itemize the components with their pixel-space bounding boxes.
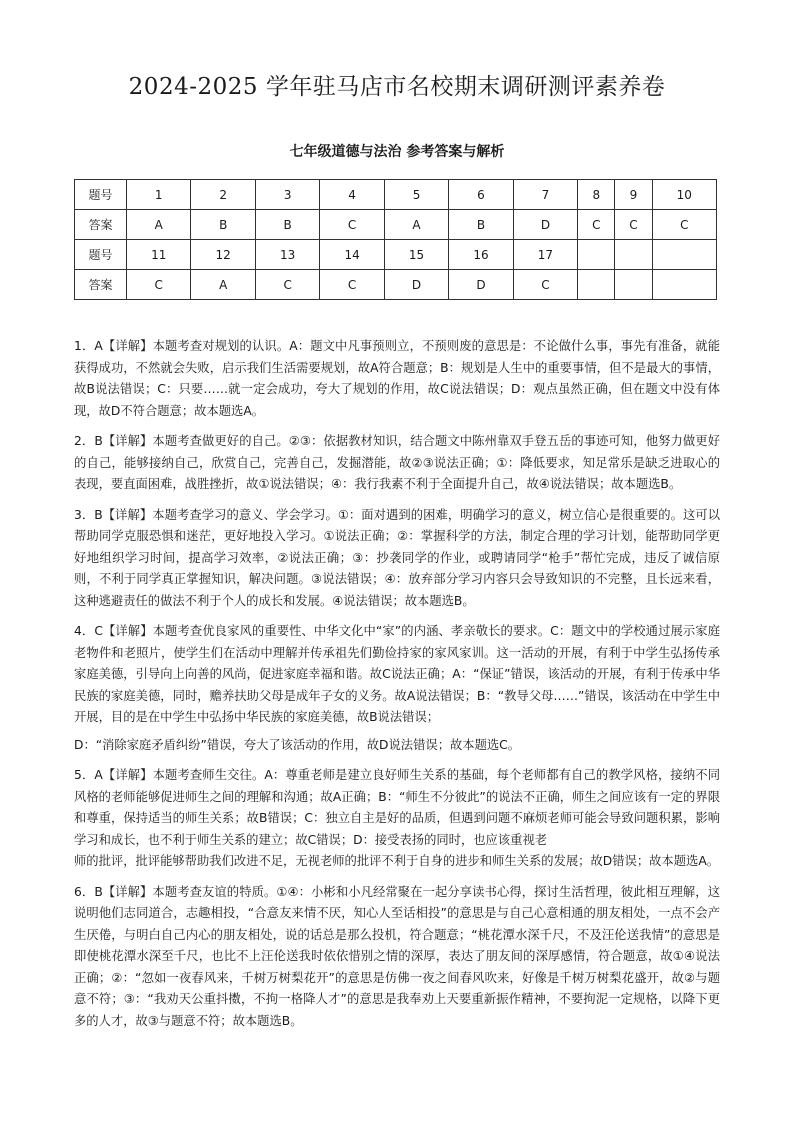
table-cell: D (513, 210, 577, 240)
table-cell: C (615, 210, 652, 240)
table-cell (652, 240, 716, 270)
page-subtitle: 七年级道德与法治 参考答案与解析 (289, 144, 505, 160)
table-cell: A (384, 210, 448, 240)
table-cell: 10 (652, 180, 716, 210)
page-title: 2024-2025 学年驻马店市名校期末调研测评素养卷 (128, 74, 666, 100)
table-cell: C (652, 210, 716, 240)
table-cell: 6 (449, 180, 513, 210)
table-cell: D (449, 270, 513, 300)
table-cell: 7 (513, 180, 577, 210)
table-row (75, 210, 717, 240)
table-cell: A (191, 270, 255, 300)
explanation-5: 5．A【详解】本题考查师生交往。A：尊重老师是建立良好师生关系的基础，每个老师都有自己的教学风格，接纳不同风格的老师能够促进师生之间的理解和沟通；故A正确；B：“师生不分彼此”的说法不正确，师生之间应该有一定的界限和尊重，保持适当的师生关系；故B错误；C：独立自主是好的品质，但遇到问题不麻烦老师可能会导致问题积累，影响学习和成长，也不利于师生关系的建立；故C错误；D：接受表扬的同时，也应该重视老 (74, 768, 720, 847)
table-row (75, 270, 717, 300)
table-row-header: 答案 (75, 210, 127, 240)
explanation-3: 3．B【详解】本题考查学习的意义、学会学习。①：面对遇到的困难，明确学习的意义，树立信心是很重要的。这可以帮助同学克服恐惧和迷茫，更好地投入学习。①说法正确；②：掌握科学的方法，制定合理的学习计划，能帮助同学更好地组织学习时间，提高学习效率，②说法正确；③：抄袭同学的作业，或聘请同学“枪手”帮忙完成，违反了诚信原则，不利于同学真正掌握知识，解决问题。③说法错误；④：放弃部分学习内容只会导致知识的不完整，且长远来看，这种逃避责任的做法不利于个人的成长和发展。④说法错误；故本题选B。 (74, 507, 720, 608)
table-cell: C (513, 270, 577, 300)
table-cell (578, 240, 615, 270)
table-cell: 3 (255, 180, 319, 210)
table-cell (578, 270, 615, 300)
explanation-6: 6．B【详解】本题考查友谊的特质。①④：小彬和小凡经常聚在一起分享读书心得，探讨生活哲理，彼此相互理解，这说明他们志同道合，志趣相投，“合意友来情不厌，知心人至话相投”的意思是与自己心意相通的朋友相处，一点不会产生厌倦，与明白自己内心的朋友相处，说的话总是那么投机，符合题意；“桃花潭水深千尺，不及汪伦送我情”的意思是即使桃花潭水深至千尺，也比不上汪伦送我时依依惜别之情的深厚，表达了朋友间的深厚感情，符合题意，故①④说法正确；②：“忽如一夜春风来，千树万树梨花开”的意思是仿佛一夜之间春风吹来，好像是千树万树梨花盛开，故②与题意不符；③：“我劝天公重抖擞，不拘一格降人才”的意思是我奉劝上天要重新振作精神，不要拘泥一定规格，以降下更多的人才，故③与题意不符；故本题选B。 (74, 884, 720, 1028)
table-cell: B (255, 210, 319, 240)
answer-table (74, 179, 717, 300)
table-cell: 9 (615, 180, 652, 210)
table-row-header: 题号 (75, 240, 127, 270)
table-cell: 5 (384, 180, 448, 210)
table-cell (652, 270, 716, 300)
table-cell: C (578, 210, 615, 240)
explanation-1: 1．A【详解】本题考查对规划的认识。A：题文中凡事预则立，不预则废的意思是：不论做什么事，事先有准备，就能获得成功，不然就会失败，启示我们生活需要规划，故A符合题意；B：规划是人生中的重要事情，但不是最大的事情，故B说法错误；C：只要……就一定会成功，夸大了规划的作用，故C说法错误；D：观点虽然正确，但在题文中没有体现，故D不符合题意；故本题选A。 (74, 339, 720, 418)
table-cell: 4 (320, 180, 384, 210)
table-cell: 14 (320, 240, 384, 270)
explanation-2: 2．B【详解】本题考查做更好的自己。②③：依据教材知识，结合题文中陈州靠双手登五岳的事迹可知，他努力做更好的自己，能够接纳自己，欣赏自己，完善自己，发掘潜能，故②③说法正确；①：降低要求，知足常乐是缺乏进取心的表现，要直面困难，战胜挫折，故①说法错误；④：我行我素不利于全面提升自己，故④说法错误；故本题选B。 (74, 434, 720, 491)
table-cell: 1 (127, 180, 191, 210)
table-cell: C (320, 270, 384, 300)
table-cell: 8 (578, 180, 615, 210)
table-cell: 13 (255, 240, 319, 270)
table-cell: 11 (127, 240, 191, 270)
table-cell: 17 (513, 240, 577, 270)
table-cell (615, 270, 652, 300)
table-row-header: 答案 (75, 270, 127, 300)
table-cell: B (449, 210, 513, 240)
table-cell: 2 (191, 180, 255, 210)
table-cell: 16 (449, 240, 513, 270)
table-row (75, 180, 717, 210)
explanations (74, 336, 720, 1041)
table-cell: A (127, 210, 191, 240)
explanation-4-continued: D：“消除家庭矛盾纠纷”错误，夸大了该活动的作用，故D说法错误；故本题选C。 (74, 737, 521, 752)
explanation-5-continued: 师的批评，批评能够帮助我们改进不足，无视老师的批评不利于自身的进步和师生关系的发展；故D错误；故本题选A。 (74, 854, 720, 868)
table-cell: C (255, 270, 319, 300)
table-cell: C (127, 270, 191, 300)
table-cell: B (191, 210, 255, 240)
table-cell: 15 (384, 240, 448, 270)
table-row (75, 240, 717, 270)
table-cell: 12 (191, 240, 255, 270)
table-cell (615, 240, 652, 270)
table-row-header: 题号 (75, 180, 127, 210)
explanation-4: 4．C【详解】本题考查优良家风的重要性、中华文化中“家”的内涵、孝亲敬长的要求。C：题文中的学校通过展示家庭老物件和老照片，使学生们在活动中理解并传承祖先们勤俭持家的家风家训。这一活动的开展，有利于中学生弘扬传承家庭美德，引导向上向善的风尚，促进家庭幸福和谐。故C说法正确；A：“保证”错误，该活动的开展，有利于传承中华民族的家庭美德，同时，赡养扶助父母是成年子女的义务。故A说法错误；B：“教导父母……”错误，该活动在中学生中开展，目的是在中学生中弘扬中华民族的家庭美德，故B说法错误； (74, 624, 720, 724)
table-cell: C (320, 210, 384, 240)
table-cell: D (384, 270, 448, 300)
